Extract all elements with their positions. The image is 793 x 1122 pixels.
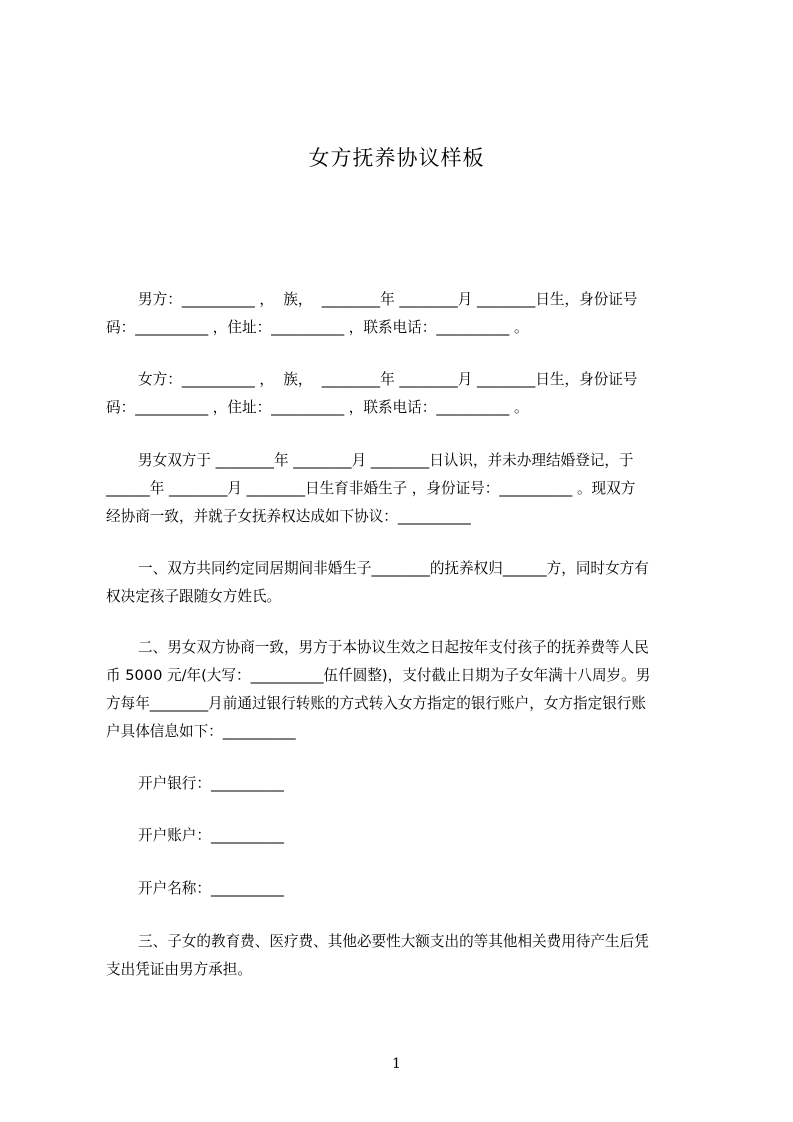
clause-3-line-2: 支出凭证由男方承担。	[106, 961, 252, 978]
bank-account-line: 开户账户：__________	[138, 827, 284, 844]
male-party-line-2: 码：__________ ，住址：__________ ，联系电话：__________ 。	[106, 319, 529, 336]
clause-3-line-1: 三、子女的教育费、医疗费、其他必要性大额支出的等其他相关费用待产生后凭	[138, 933, 649, 950]
clause-1-line-2: 权决定孩子跟随女方姓氏。	[106, 588, 282, 605]
page-number: 1	[392, 1056, 401, 1072]
female-party-line-1: 女方：__________ ， 族， ________年 ________月 ________日生，身份证号	[138, 371, 638, 388]
intro-line-3: 经协商一致，并就子女抚养权达成如下协议：__________	[106, 508, 471, 525]
clause-2-line-4: 户具体信息如下：__________	[106, 723, 296, 740]
intro-line-2: ______年 ________月 ________日生育非婚生子 ，身份证号：__________ 。现双方	[106, 480, 636, 497]
document-title: 女方抚养协议样板	[308, 146, 485, 170]
male-party-line-1: 男方：__________ ， 族， ________年 ________月 ________日生，身份证号	[138, 291, 638, 308]
clause-2-line-1: 二、男女双方协商一致，男方于本协议生效之日起按年支付孩子的抚养费等人民	[138, 639, 649, 656]
bank-name-line: 开户银行：__________	[138, 775, 284, 792]
female-party-line-2: 码：__________ ，住址：__________ ，联系电话：__________ 。	[106, 399, 529, 416]
clause-1-line-1: 一、双方共同约定同居期间非婚生子________的抚养权归______方，同时女方有	[138, 560, 649, 577]
intro-line-1: 男女双方于 ________年 ________月 ________日认识，并未办理结婚登记，于	[138, 452, 634, 469]
clause-2-line-3: 方每年________月前通过银行转账的方式转入女方指定的银行账户，女方指定银行账	[106, 695, 646, 712]
clause-2-line-2: 币 5000 元/年(大写：__________伍仟圆整)，支付截止日期为子女年满十八周岁。男	[106, 667, 651, 684]
account-name-line: 开户名称：__________	[138, 880, 284, 897]
